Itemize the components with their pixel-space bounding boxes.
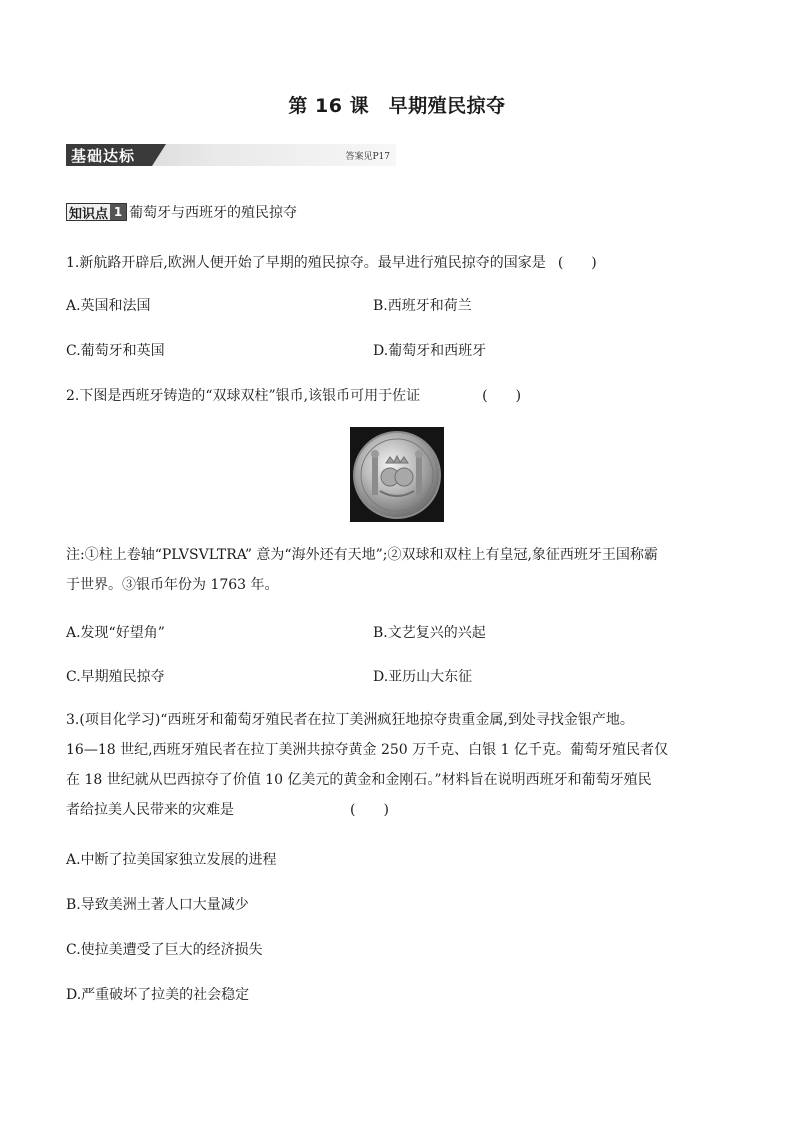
question-2-stem [66,385,521,405]
coin-image [350,427,444,522]
question-3-option-a: A.中断了拉美国家独立发展的进程 [66,852,277,868]
knowledge-point-text: 葡萄牙与西班牙的殖民掠夺 [129,205,298,221]
question-3-option-b: B.导致美洲土著人口大量减少 [66,897,249,913]
answer-blank: ( ) [350,802,389,818]
question-1-stem [66,252,597,272]
question-3-line-1: 3.(项目化学习)“西班牙和葡萄牙殖民者在拉丁美洲疯狂地掠夺贵重金属,到处寻找金银产地。 [66,712,634,728]
question-2-text: 2.下图是西班牙铸造的“双球双柱”银币,该银币可用于佐证 [66,388,421,404]
question-2-option-d: D.亚历山大东征 [373,669,473,685]
knowledge-point-heading [66,202,297,222]
knowledge-point-number: 1 [110,204,126,220]
answer-reference: 答案见P17 [345,152,390,162]
question-2-option-c: C.早期殖民掠夺 [66,669,165,685]
knowledge-point-badge-label: 知识点 [69,206,109,222]
page-title: 第 16 课 早期殖民掠夺 [288,95,506,117]
note-line-1: 注:①柱上卷轴“PLVSVLTRA” 意为“海外还有天地”;②双球和双柱上有皇冠,象征西班牙王国称霸 [66,547,658,563]
question-3-stem [66,705,730,825]
question-3-line-2: 16—18 世纪,西班牙殖民者在拉丁美洲共掠夺黄金 250 万千克、白银 1 亿千克。葡萄牙殖民者仅 [66,742,668,758]
question-3-option-d: D.严重破坏了拉美的社会稳定 [66,987,250,1003]
question-3-option-c: C.使拉美遭受了巨大的经济损失 [66,942,263,958]
knowledge-point-badge [66,203,127,221]
question-2-option-b: B.文艺复兴的兴起 [373,625,486,641]
silver-coin-photo [350,427,444,522]
question-3-line-4-text: 者给拉美人民带来的灾难是 [66,802,234,818]
question-1-option-c: C.葡萄牙和英国 [66,343,165,359]
section-header-bar [66,144,396,166]
section-label: 基础达标 [71,147,136,165]
question-1-option-a: A.英国和法国 [66,298,151,314]
answer-blank: ( ) [557,255,597,271]
question-1-option-b: B.西班牙和荷兰 [373,298,472,314]
question-3-line-4 [66,795,730,825]
question-3-line-3: 在 18 世纪就从巴西掠夺了价值 10 亿美元的黄金和金刚石。”材料旨在说明西班牙和葡萄牙殖民 [66,772,652,788]
question-2-option-a: A.发现“好望角” [66,625,165,641]
note-line-2: 于世界。③银币年份为 1763 年。 [66,577,279,593]
answer-blank: ( ) [482,388,522,404]
question-1-text: 1.新航路开辟后,欧洲人便开始了早期的殖民掠夺。最早进行殖民掠夺的国家是 [66,255,546,271]
question-1-option-d: D.葡萄牙和西班牙 [373,343,487,359]
question-2-note [66,540,730,600]
